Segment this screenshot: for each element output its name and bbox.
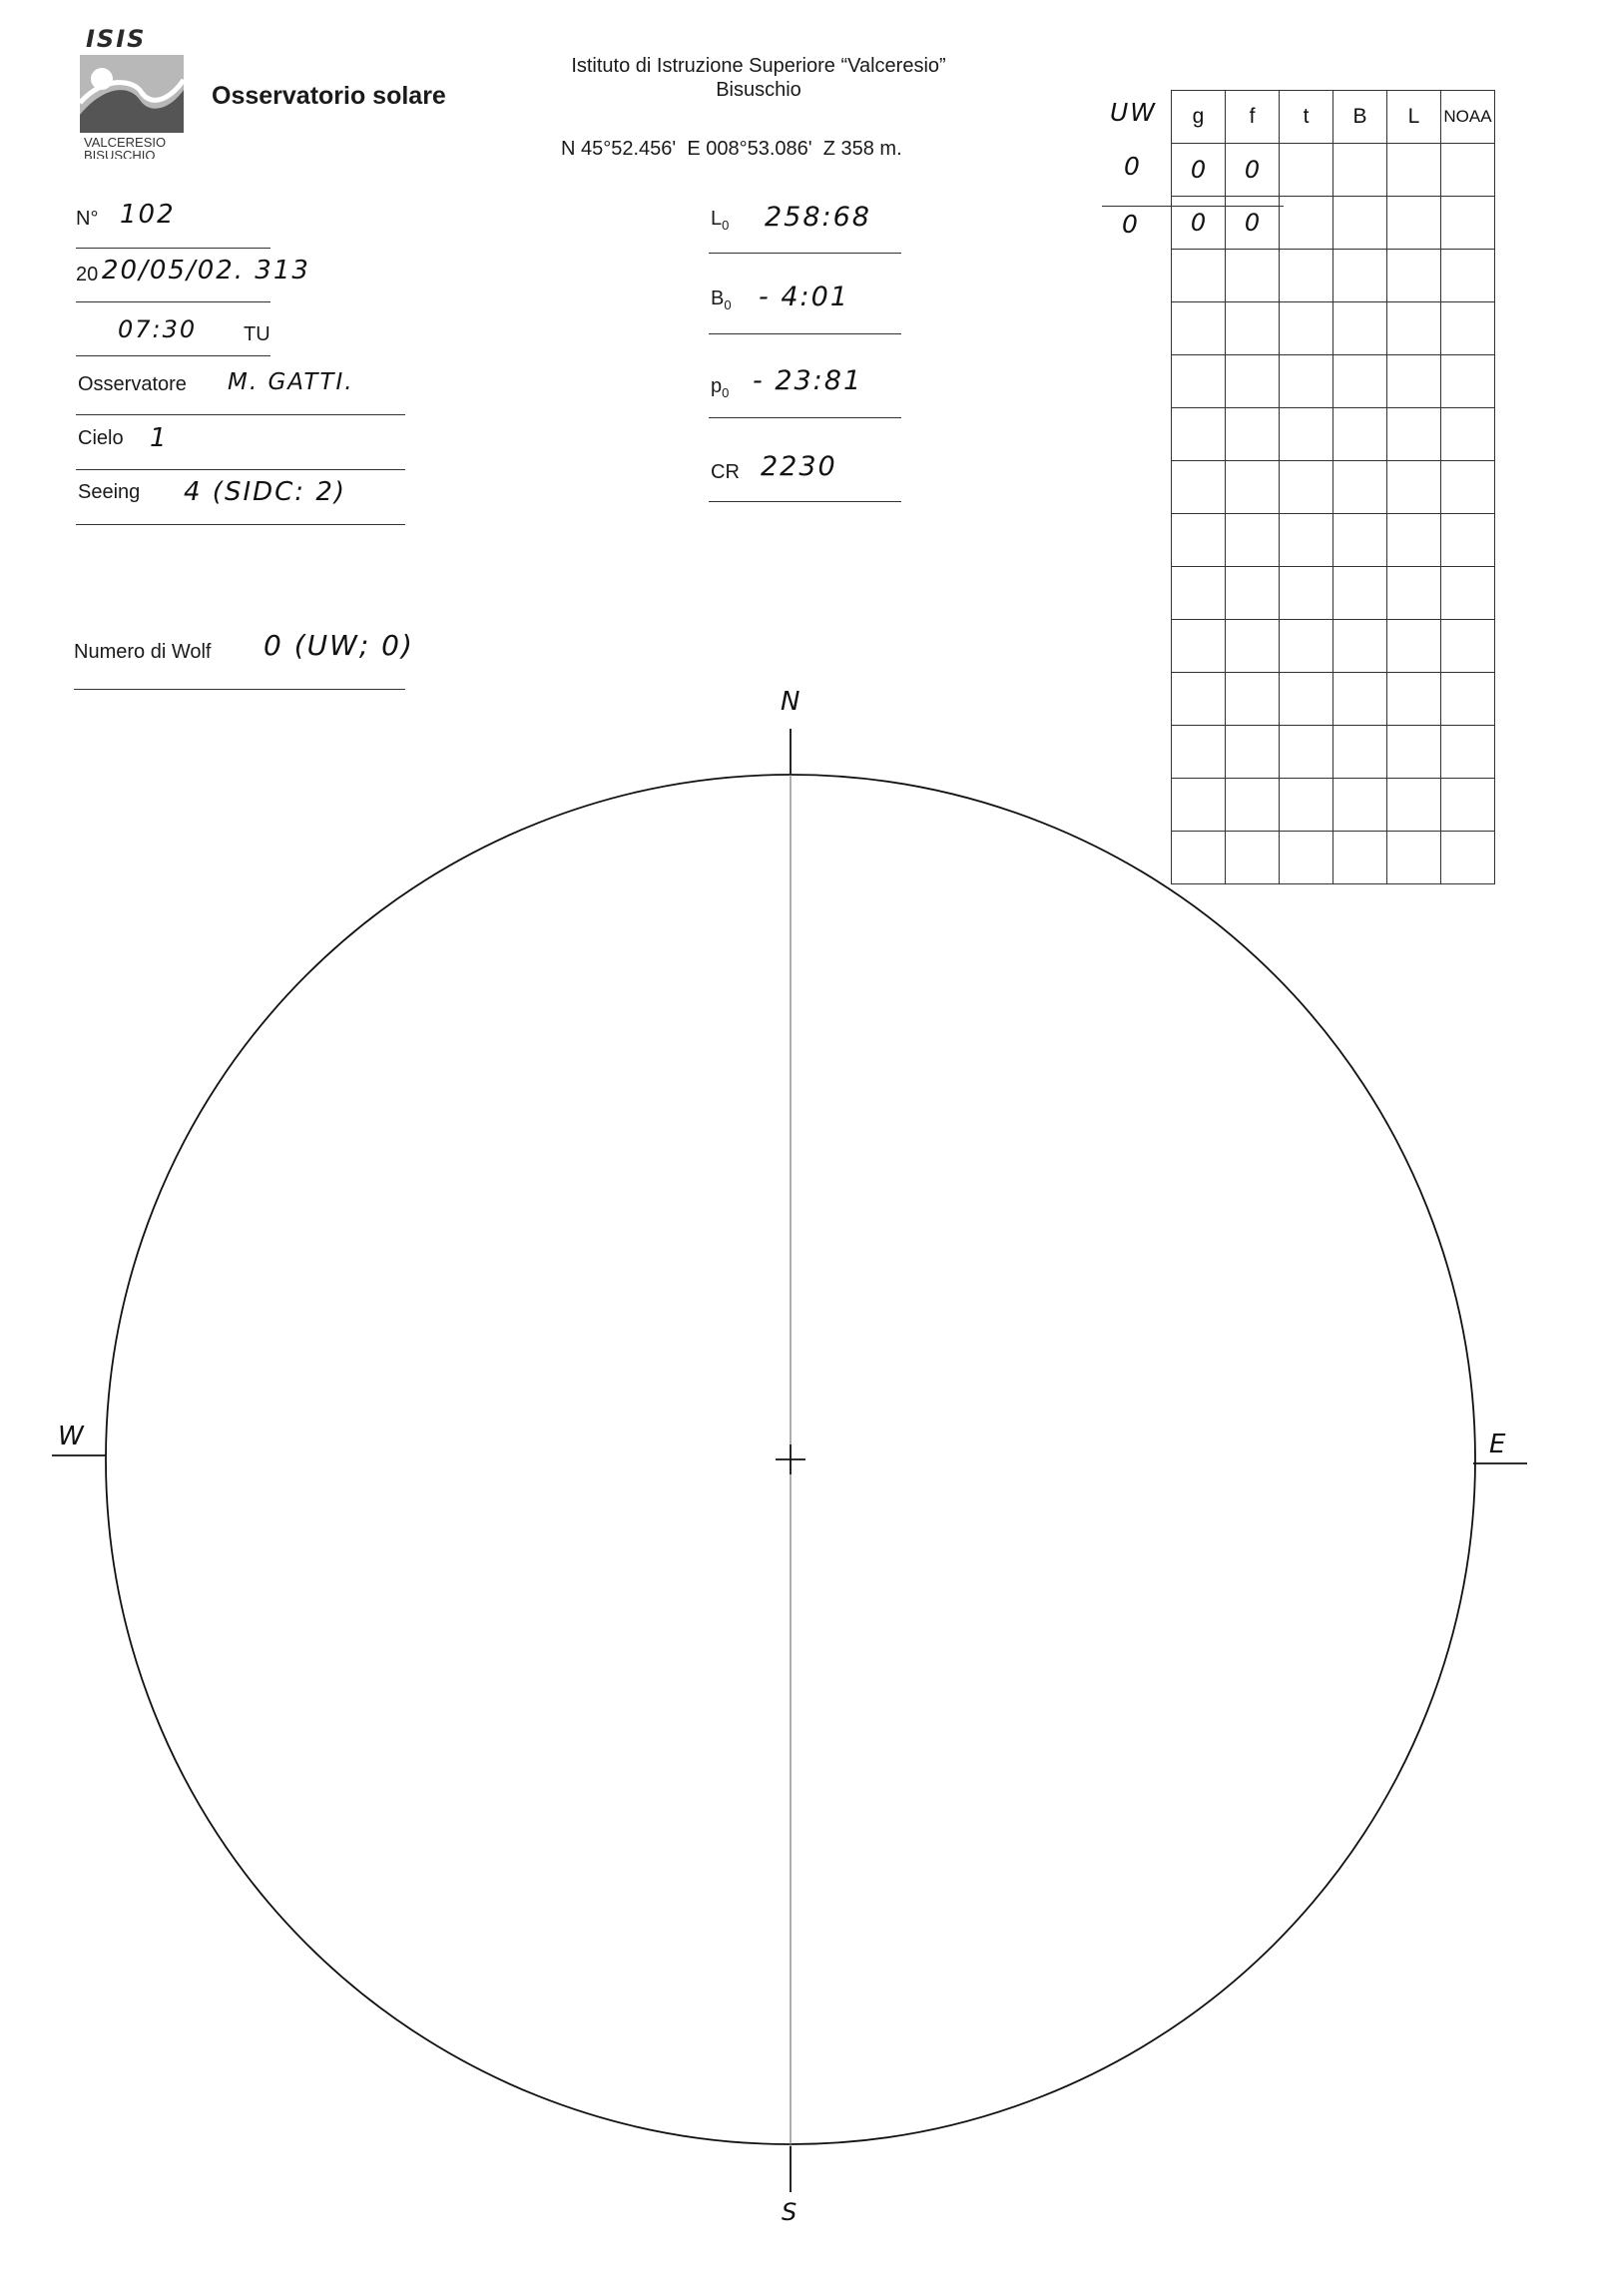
table-cell: 0 — [1226, 197, 1280, 250]
table-header-cell: NOAA — [1441, 91, 1495, 144]
institute-line1: Istituto di Istruzione Superiore “Valceresio” — [571, 55, 946, 77]
l0-value: 258:68 — [765, 202, 871, 233]
west-label: W — [58, 1422, 84, 1451]
wolf-label: Numero di Wolf — [74, 641, 212, 663]
observer-value: M. GATTI. — [228, 369, 354, 395]
table-header-cell: f — [1226, 91, 1280, 144]
table-header-cell: B — [1333, 91, 1387, 144]
sky-label: Cielo — [78, 427, 124, 449]
south-label: S — [782, 2198, 798, 2226]
number-label: N° — [76, 208, 99, 230]
coordinates: N 45°52.456' E 008°53.086' Z 358 m. — [561, 138, 902, 160]
logo-top-text: ISIS — [86, 25, 147, 53]
number-value: 102 — [120, 200, 176, 230]
table-cell: 0 — [1226, 144, 1280, 197]
table-header-cell: t — [1280, 91, 1333, 144]
observatory-name: Osservatorio solare — [212, 82, 446, 110]
seeing-label: Seeing — [78, 481, 141, 503]
time-value: 07:30 — [118, 315, 198, 343]
wolf-value: 0 (UW; 0) — [264, 629, 414, 662]
date-prefix: 20 — [76, 264, 99, 286]
observer-label: Osservatore — [78, 373, 187, 395]
cr-value: 2230 — [761, 451, 837, 482]
sky-value: 1 — [150, 423, 169, 453]
east-label: E — [1489, 1430, 1506, 1459]
cr-label: CR — [711, 461, 740, 483]
seeing-value: 4 (SIDC: 2) — [184, 477, 347, 507]
b0-value: - 4:01 — [759, 282, 849, 312]
time-unit: TU — [244, 323, 270, 345]
table-header-cell: g — [1172, 91, 1226, 144]
logo-line1: VALCERESIO — [84, 135, 167, 150]
date-value: 20/05/02. 313 — [102, 256, 310, 286]
north-label: N — [781, 687, 800, 717]
uw-row-2: 0 — [1122, 210, 1140, 239]
table-cell: 0 — [1172, 197, 1226, 250]
uw-row-1: 0 — [1124, 152, 1142, 181]
b0-label: $B_0$ — [711, 287, 732, 312]
p0-value: - 23:81 — [753, 365, 863, 396]
table-header-cell: L — [1387, 91, 1441, 144]
uw-header: UW — [1110, 98, 1158, 127]
p0-label: $p_0$ — [711, 375, 730, 400]
institute-line2: Bisuschio — [716, 79, 801, 101]
l0-label: $L_0$ — [711, 208, 730, 233]
table-cell: 0 — [1172, 144, 1226, 197]
logo-line2: BISUSCHIO — [84, 148, 156, 159]
